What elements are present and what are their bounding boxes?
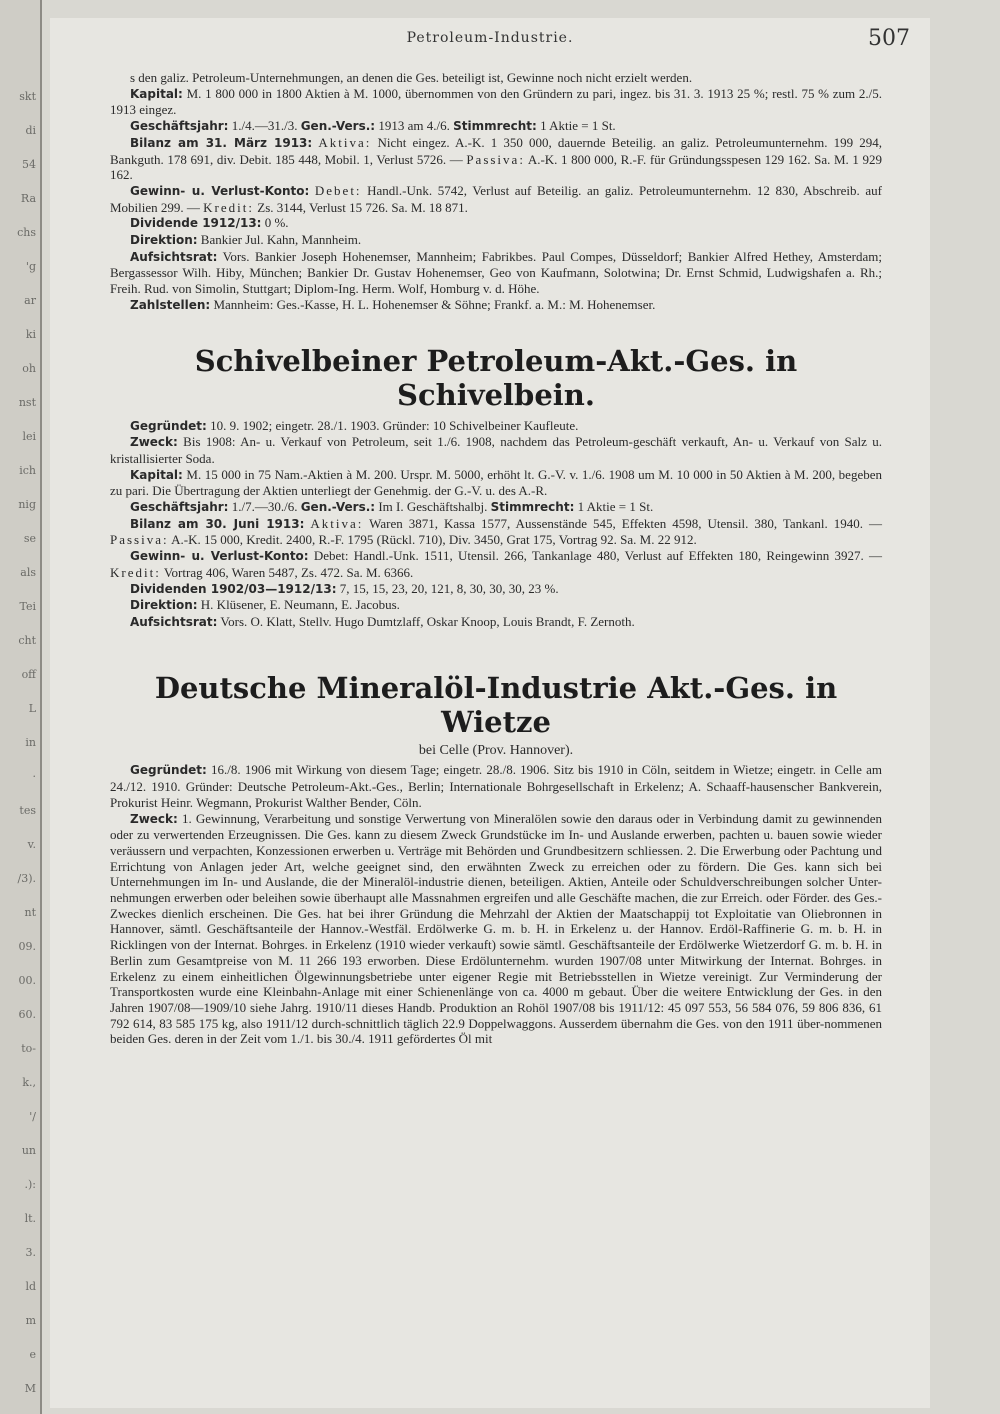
entry-paragraph	[110, 232, 882, 249]
entry-paragraph	[110, 597, 882, 614]
left-page-margin-strip	[0, 0, 42, 1414]
entry-text: Vortrag 406, Waren 5487, Zs. 472. Sa. M. 6366.	[160, 564, 414, 580]
field-label: Stimmrecht:	[490, 500, 575, 515]
entry-paragraph	[110, 548, 882, 580]
spaced-term: Passiva:	[466, 151, 525, 167]
left-margin-fragment: 3.	[25, 1246, 36, 1259]
left-margin-fragment: se	[23, 532, 36, 545]
entry-text: Debet: Handl.-Unk. 1511, Utensil. 266, Tankanlage 480, Verlust auf Effekten 180, Reingewinn 3927. —	[308, 548, 882, 564]
entry-text: s den galiz. Petroleum-Unternehmungen, an denen die Ges. beteiligt ist, Gewinne noch nicht erzielt werden.	[130, 70, 693, 85]
left-margin-fragment: k.,	[22, 1076, 36, 1089]
left-margin-fragment: tes	[19, 804, 36, 817]
field-label: Gewinn- u. Verlust-Konto:	[130, 183, 310, 198]
entry-text: M. 1 800 000 in 1800 Aktien à M. 1000, übernommen von den Gründern zu pari, ingez. bis 31. 3. 1913 25 %; restl. 75 % zum 2./5. 1913 eingez.	[110, 85, 882, 118]
left-margin-fragment: /3).	[17, 872, 36, 885]
entry-paragraph	[110, 118, 882, 135]
left-margin-fragment: als	[20, 566, 36, 579]
entry-paragraph	[110, 762, 882, 810]
entry-text: 10. 9. 1902; eingetr. 28./1. 1903. Gründer: 10 Schivelbeiner Kaufleute.	[206, 417, 579, 433]
spaced-term: Debet:	[314, 182, 362, 198]
entry-text: 7, 15, 15, 23, 20, 121, 8, 30, 30, 30, 23 %.	[336, 580, 559, 596]
entry-paragraph	[110, 581, 882, 598]
entry-text: Handl.-Unk. 5742, Verlust auf Beteilig. an galiz. Petroleumunternehm. 12 830, Abschreib. auf Mobilien 299. —	[110, 182, 882, 215]
field-label: Zweck:	[130, 811, 178, 826]
entry-text: 1. Gewinnung, Verarbeitung und sonstige Verwertung von Mineralölen sowie den daraus oder in Verbindung damit zu gewinnenden oder zu verwertenden Erzeugnissen. Die Ges. kann zu diesem Zweck Grundstücke im In- und Auslande erwerben, pachten u. bauen sowie wieder veräussern und verpachten, Konzessionen erwerben u. Verträge mit Behörden und Grundbesitzern schliessen. 2. Die Erwerbung oder Pachtung und Errichtung von Anlagen jeder Art, welche geeignet sind, den erwähnten Zweck zu erreichen oder zu fördern. Die Ges. kann sich bei Unternehmungen im In- und Auslande, die der Mineralöl-industrie dienen, beteiligen. Aktien, Anteile oder Schuldverschreibungen solcher Unter-nehmungen erwerben oder beleihen sowie überhaupt alle Massnahmen ergreifen und alle Geschäfte machen, die zur Erreich. oder Förder. des Ges.-Zweckes dienlich erscheinen. Die Ges. hat bei ihrer Gründung die Mehrzahl der Aktien der Maatschappij tot Exploitatie van Oliebronnen in Hannover, sämtl. Geschäftsanteile der Hannov.-Westfäl. Erdölwerke G. m. b. H. in Erkelenz u. der Hannov. Erdöl-Raffinerie G. m. b. H. in Ricklingen von der Internat. Bohrges. in Erkelenz (1910 wieder verkauft) sowie sämtl. Geschäftsanteile der Erdölwerke Wietzerdorf G. m. b. H. in Berlin zum Gesamtpreise von M. 11 266 193 erworben. Diese Erdölunternehm. wurden 1907/08 unter Mitwirkung der Internat. Bohrges. in Erkelenz zu einem einheitlichen Ölgewinnungsbetriebe unter eigener Regie mit Betriebsstellen in Wietze vereinigt. Zur Verminderung der Transportkosten wurde eine Kleinbahn-Anlage mit einer Schienenlänge von ca. 4000 m gebaut. Über die weitere Entwicklung der Ges. in den Jahren 1907/08—1909/10 siehe Jahrg. 1910/11 dieses Handb. Produktion an Rohöl 1907/08 bis 1911/12: 45 097 553, 56 584 076, 59 806 836, 61 792 614, 83 585 175 kg, also 1911/12 durch-schnittlich täglich 22.9 Doppelwaggons. Ausserdem übernahm die Ges. von den 1911 über-nommenen beiden Ges. deren in der Zeit vom 1./1. bis 30./4. 1911 gefördertes Öl mit	[110, 810, 882, 1047]
entry-paragraph	[110, 135, 882, 183]
entry-paragraph	[110, 297, 882, 314]
left-margin-fragment: ich	[19, 464, 36, 477]
entry-text: 1 Aktie = 1 St.	[574, 499, 654, 515]
company-subtitle: bei Celle (Prov. Hannover).	[418, 742, 574, 758]
entry-text: 0 %.	[261, 215, 289, 231]
document-page	[50, 18, 930, 1408]
spaced-term: Passiva:	[110, 532, 169, 548]
left-margin-fragment: .):	[24, 1178, 36, 1191]
field-label: Zahlstellen:	[130, 297, 211, 312]
left-margin-fragment: off	[21, 668, 36, 681]
entry-paragraph	[110, 434, 882, 466]
field-label: Gegründet:	[130, 418, 207, 433]
entry-text: Bankier Jul. Kahn, Mannheim.	[197, 232, 362, 248]
left-margin-fragment: cht	[18, 634, 36, 647]
left-margin-fragment: 60.	[18, 1008, 36, 1021]
field-label: Kapital:	[130, 86, 183, 101]
entry-paragraph	[110, 86, 882, 118]
left-margin-fragment: ld	[25, 1280, 36, 1293]
left-margin-fragment: skt	[19, 90, 36, 103]
entry-paragraph	[110, 467, 882, 499]
entry-text: 1./4.—31./3.	[228, 118, 301, 134]
entry-text: 1./7.—30./6.	[228, 499, 301, 515]
entry-text: Zs. 3144, Verlust 15 726. Sa. M. 18 871.	[254, 199, 468, 215]
entry-paragraph	[110, 418, 882, 435]
entry-paragraph	[110, 516, 882, 548]
left-margin-fragment: un	[21, 1144, 36, 1157]
left-margin-fragment: 00.	[18, 974, 36, 987]
entry-paragraph	[110, 614, 882, 631]
left-margin-fragment: '/	[29, 1110, 36, 1123]
left-margin-fragment: nt	[24, 906, 36, 919]
left-margin-fragment: ·	[32, 770, 36, 783]
entry-paragraph	[110, 249, 882, 297]
entry-text: Bis 1908: An- u. Verkauf von Petroleum, seit 1./6. 1908, nachdem das Petroleum-geschäft verkauft, An- u. Verkauf von Salz u. kristallisierter Soda.	[110, 434, 882, 466]
field-label: Aufsichtsrat:	[130, 614, 218, 629]
entry-paragraph	[110, 183, 882, 215]
entry-text: Waren 3871, Kassa 1577, Aussenstände 545, Effekten 4598, Utensil. 380, Tankanl. 1940. —	[363, 515, 883, 531]
entry-text: Im I. Geschäftshalbj.	[375, 499, 491, 515]
field-label: Dividenden 1902/03—1912/13:	[130, 581, 337, 596]
left-margin-fragment: di	[25, 124, 36, 137]
spaced-term: Aktiva:	[310, 515, 364, 531]
field-label: Stimmrecht:	[453, 119, 537, 134]
entry-paragraph	[110, 499, 882, 516]
field-label: Geschäftsjahr:	[130, 119, 229, 134]
left-margin-fragment: m	[25, 1314, 36, 1327]
entry-text: Vors. Bankier Joseph Hohenemser, Mannheim; Fabrikbes. Paul Compes, Düsseldorf; Bankier Alfred Hethey, Amsterdam; Bergassessor Wilh. Hiby, München; Bankier Dr. Gustav Hohenemser, Geo von Kaufmann, Solotwina; Dr. Ernst Schmid, Ludwigshafen a. Rh.; Freih. Rud. von Simolin, Stuttgart; Diplom-Ing. Herm. Wolf, Homburg v. d. Höhe.	[110, 248, 882, 297]
page-number: 507	[868, 26, 910, 51]
page-body	[110, 70, 882, 1047]
field-label: Gen.-Vers.:	[300, 119, 376, 134]
field-label: Gen.-Vers.:	[300, 500, 376, 515]
left-margin-fragment: L	[28, 702, 36, 715]
left-margin-fragment: e	[29, 1348, 36, 1361]
left-margin-fragment: ar	[24, 294, 36, 307]
left-margin-fragment: oh	[22, 362, 36, 375]
field-label: Bilanz am 30. Juni 1913:	[130, 516, 305, 531]
entry-paragraph	[110, 215, 882, 232]
spaced-term: Kredit:	[203, 199, 254, 215]
entry-text: A.-K. 15 000, Kredit. 2400, R.-F. 1795 (Rückl. 710), Div. 3450, Grat 175, Vortrag 92. Sa. M. 22 912.	[168, 532, 697, 548]
entry-text: 1913 am 4./6.	[375, 118, 454, 134]
entry-text: A.-K. 1 800 000, R.-F. für Gründungsspesen 129 162. Sa. M. 1 929 162.	[110, 151, 882, 183]
field-label: Gegründet:	[130, 763, 207, 778]
entry-text: Nicht eingez. A.-K. 1 350 000, dauernde Beteilig. an galiz. Petroleumunternehm. 199 294, Bankguth. 178 691, div. Debit. 185 448, Mobil. 1, Verlust 5726. —	[110, 134, 882, 167]
left-margin-fragment: 'g	[25, 260, 36, 273]
left-margin-fragment: v.	[27, 838, 36, 851]
left-margin-fragment: Ra	[20, 192, 36, 205]
entry-text: Vors. O. Klatt, Stellv. Hugo Dumtzlaff, Oskar Knoop, Louis Brandt, F. Zernoth.	[217, 613, 635, 629]
company-title: Deutsche Mineralöl-Industrie Akt.-Ges. in Wietze	[154, 670, 838, 739]
entry-text: Mannheim: Ges.-Kasse, H. L. Hohenemser & Söhne; Frankf. a. M.: M. Hohenemser.	[210, 296, 656, 312]
field-label: Zweck:	[130, 435, 178, 450]
field-label: Gewinn- u. Verlust-Konto:	[130, 549, 309, 564]
entry-paragraph	[110, 70, 882, 86]
left-margin-fragment: ki	[25, 328, 36, 341]
left-margin-fragment: nst	[18, 396, 36, 409]
left-margin-fragment: chs	[17, 226, 36, 239]
left-margin-fragment: Tei	[19, 600, 36, 613]
company-title: Schivelbeiner Petroleum-Akt.-Ges. in Schivelbein.	[194, 343, 798, 412]
running-title: Petroleum-Industrie.	[406, 30, 574, 46]
field-label: Direktion:	[130, 598, 198, 613]
left-margin-fragment: lei	[22, 430, 36, 443]
field-label: Direktion:	[130, 233, 198, 248]
spaced-term: Aktiva:	[318, 134, 372, 150]
left-margin-fragment: M	[24, 1382, 36, 1395]
left-margin-fragment: nig	[18, 498, 36, 511]
field-label: Dividende 1912/13:	[130, 216, 262, 231]
entry-text: M. 15 000 in 75 Nam.-Aktien à M. 200. Urspr. M. 5000, erhöht lt. G.-V. v. 1./6. 1908 um M. 10 000 in 50 Aktien à M. 200, begeben zu pari. Die Übertragung der Aktien unterliegt der Genehmig. der G.-V. u. des A.-R.	[110, 466, 882, 499]
field-label: Kapital:	[130, 467, 183, 482]
entry-text: H. Klüsener, E. Neumann, E. Jacobus.	[197, 597, 400, 613]
left-margin-fragment: 09.	[18, 940, 36, 953]
entry-text: 16./8. 1906 mit Wirkung von diesem Tage; eingetr. 28./8. 1906. Sitz bis 1910 in Cöln, seitdem in Wietze; eingetr. in Celle am 24./12. 1910. Gründer: Deutsche Petroleum-Akt.-Ges., Berlin; Internationale Bohrgesellschaft in Erkelenz; A. Schaaff-hausenscher Bankverein, Prokurist Heinr. Wegmann, Prokurist Walther Bender, Cöln.	[110, 762, 882, 810]
spaced-term: Kredit:	[110, 564, 161, 580]
field-label: Geschäftsjahr:	[130, 500, 229, 515]
left-margin-fragment: in	[25, 736, 36, 749]
entry-paragraph	[110, 811, 882, 1048]
entry-text: 1 Aktie = 1 St.	[536, 118, 616, 134]
left-margin-fragment: 54	[22, 158, 36, 171]
left-margin-fragment: to-	[21, 1042, 36, 1055]
field-label: Aufsichtsrat:	[130, 249, 218, 264]
field-label: Bilanz am 31. März 1913:	[130, 135, 313, 150]
running-header	[50, 26, 930, 54]
left-margin-fragment: lt.	[24, 1212, 36, 1225]
